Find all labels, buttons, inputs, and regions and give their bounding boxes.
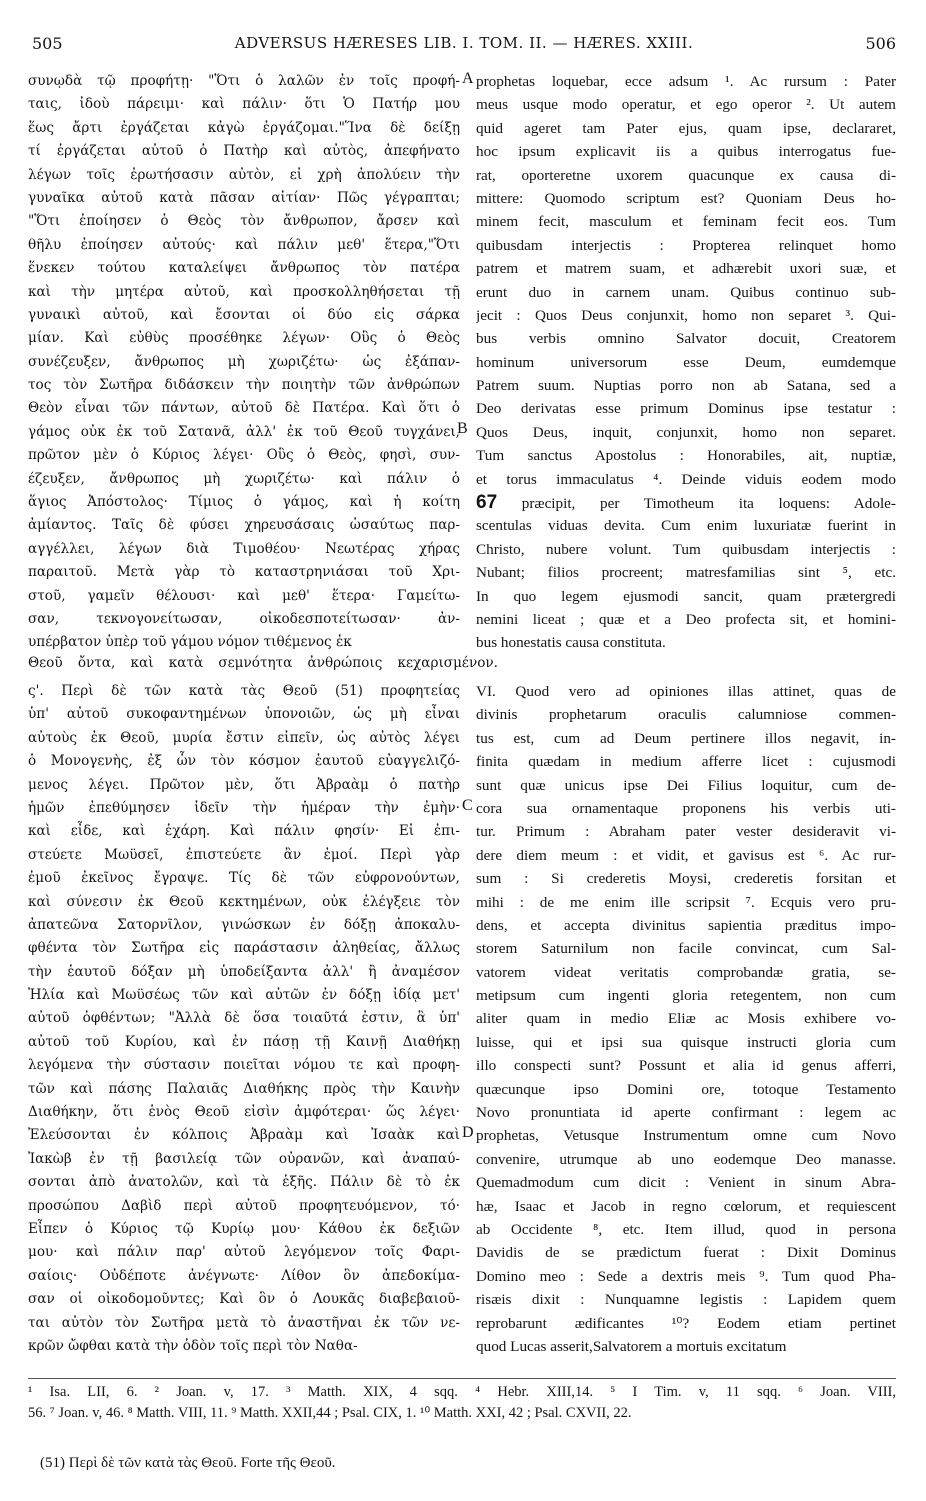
text-line: finita quædam in medium afferre licet : cujusmodi xyxy=(476,753,896,771)
greek-full-width-line: Θεοῦ ὄντα, καὶ κατὰ σεμνότητα ἀνθρώποις κεχαρισμένον. xyxy=(28,655,498,671)
text-line: ἀμίαντος. Ταῖς δὲ φύσει χηρευσάσαις ὡσαύτως παρ- xyxy=(28,517,460,534)
text-line: tus est, cum ad Deum pertinere illos negavit, in- xyxy=(476,729,896,747)
text-line: αὐτοῦ ὀφθέντων; "Ἀλλὰ δὲ ὅσα τοιαῦτά ἐστιν, ἃ ὑπ' xyxy=(28,1010,460,1027)
text-line: υπέρβατον ὑπὲρ τοῦ γάμου νόμον τιθέμενος ἐκ xyxy=(28,634,352,651)
column-marker-67: 67 xyxy=(476,492,498,514)
text-line: στεύετε Μωϋσεῖ, ἐπιστεύετε ἂν ἐμοί. Περὶ γὰρ xyxy=(28,846,460,863)
text-line: rat, oporteretne uxorem quacunque ex causa di- xyxy=(476,166,896,184)
text-line: Domino meo : Sede a dextris meis ⁹. Tum quod Pha- xyxy=(476,1267,896,1285)
text-line: τὴν ἑαυτοῦ δόξαν μὴ ὑποδείξαντα ἀλλ' ἢ ἀναμέσον xyxy=(28,963,460,980)
text-line xyxy=(476,491,896,514)
text-line: ἡμῶν ἐπεθύμησεν ἰδεῖν τὴν ἡμέραν τὴν ἐμὴν· xyxy=(28,799,460,816)
text-line: Davidis de se prædictum fuerat : Dixit Dominus xyxy=(476,1244,896,1262)
text-line: ταις, ἰδοὺ πάρειμι· καὶ πάλιν· ὅτι Ὁ Πατήρ μου xyxy=(28,96,460,113)
text-line: jecit : Quos Deus conjunxit, homo non separet ³. Qui- xyxy=(476,306,896,324)
text-line: γυναικὶ αὐτοῦ, καὶ ἔσονται οἱ δύο εἰς σάρκα xyxy=(28,306,460,323)
text-line: quibusdam interjectis : Propterea relinquet homo xyxy=(476,236,896,254)
text-line: patrem et matrem suam, et adhærebit uxori suæ, et xyxy=(476,260,896,278)
text-line: φθέντα τὸν Σωτῆρα εἰς παράστασιν ἀληθείας, ἄλλως xyxy=(28,940,460,957)
text-line: aliter quam in medio Eliæ ac Mosis exhibere vo- xyxy=(476,1010,896,1028)
text-line: καὶ σύνεσιν ἐκ Θεοῦ κεκτημένων, οὐκ ἐλέγξειε τὸν xyxy=(28,893,460,910)
text-line: storem Saturnilum non facile convincat, cum Sal- xyxy=(476,940,896,958)
latin-column-upper xyxy=(476,70,896,655)
text-line: σαν οἱ οἰκοδομοῦντες; Καὶ ὃν ὁ Λουκᾶς διαβεβαιοῦ- xyxy=(28,1291,460,1308)
page-number-right: 506 xyxy=(865,34,896,53)
text-line: σονται ἀπὸ ἀνατολῶν, καὶ τὰ ἑξῆς. Πάλιν δὲ τὸ ἐκ xyxy=(28,1174,460,1191)
text-line: scentulas viduas devita. Cum enim luxuriatæ fuerint in xyxy=(476,517,896,535)
footnote-rule xyxy=(28,1378,896,1379)
text-line: προσώπου Δαβὶδ περὶ αὐτοῦ προφητευόμενον, τό· xyxy=(28,1197,460,1214)
text-line: μενος λέγει. Πρῶτον μὲν, ὅτι Ἀβραὰμ ὁ πατὴρ xyxy=(28,776,460,793)
text-line: Tum sanctus Apostolus : Honorabiles, ait, nuptiæ, xyxy=(476,447,896,465)
text-line: illo conspecti sunt? Possunt et alia id genus afferri, xyxy=(476,1057,896,1075)
margin-letter-d: D xyxy=(462,1124,474,1141)
text-line: ἕνεκεν τούτου καταλείψει ἄνθρωπος τὸν πατέρα xyxy=(28,260,460,277)
text-line: έζευξεν, ἄνθρωπος μὴ χωριζέτω· καὶ πάλιν ὁ xyxy=(28,470,460,487)
text-line: παραιτοῦ. Μετὰ γὰρ τὸ καταστρηνιάσαι τοῦ Χρι- xyxy=(28,564,460,581)
text-line: μίαν. Καὶ εὐθὺς προσέθηκε λέγων· Οὓς ὁ Θεὸς xyxy=(28,330,460,347)
text-line: dens, et accepta divinitus sapientia præditus impo- xyxy=(476,916,896,934)
text-line: sum : Si crederetis Moysi, crederetis forsitan et xyxy=(476,870,896,888)
margin-letter-c: C xyxy=(462,797,473,814)
text-line: Deo derivatas esse primum Dominus ipse testatur : xyxy=(476,400,896,418)
text-line: τί ἐργάζεται αὐτοῦ ὁ Πατὴρ καὶ αὐτὸς, ἀπεφήνατο xyxy=(28,143,460,160)
latin-column-lower xyxy=(476,680,896,1358)
text-line: metipsum cum ingenti gloria retegentem, non cum xyxy=(476,987,896,1005)
text-line: ς'. Περὶ δὲ τῶν κατὰ τὰς Θεοῦ (51) προφητείας xyxy=(28,683,460,699)
text-line: meus usque modo operatur, et ego operor ². Ut autem xyxy=(476,96,896,114)
footnotes-line-1: ¹ Isa. LII, 6. ² Joan. v, 17. ³ Matth. XIX, 4 sqq. ⁴ Hebr. XIII,14. ⁵ I Tim. v, 11 sqq. ⁶ Joan. VIII, xyxy=(28,1384,896,1400)
text-line: convenire, utrumque ab uno eodemque Deo manasse. xyxy=(476,1150,896,1168)
text-line: bus verbis omnino Salvator docuit, Creatorem xyxy=(476,330,896,348)
text-line: luisse, qui et ipsi sua quisque instructi gloria cum xyxy=(476,1033,896,1051)
text-line: κρῶν ὤφθαι κατὰ τὴν ὁδὸν τοῖς περὶ τὸν Ναθα- xyxy=(28,1337,358,1354)
text-line: λέγων τοῖς ἐρωτήσασιν αὐτὸν, εἰ χρὴ ἀπολύειν τὴν xyxy=(28,166,460,183)
editorial-note: (51) Περὶ δὲ τῶν κατὰ τὰς Θεοῦ. Forte τῆς Θεοῦ. xyxy=(40,1455,336,1471)
text-line: dere diem meum : et vidit, et gavisus est ⁶. Ac rur- xyxy=(476,846,896,864)
text-line: μου· καὶ πάλιν παρ' αὐτοῦ λεγόμενον τοῖς Φαρι- xyxy=(28,1244,460,1261)
text-line: Διαθήκην, ὅτι ἑνὸς Θεοῦ εἰσὶν ἀμφότεραι· ὥς λέγει· xyxy=(28,1104,460,1121)
text-line: bus honestatis causa constituta. xyxy=(476,634,666,652)
text-line: σαίοις· Οὐδέποτε ἀνέγνωτε· Λίθον ὃν ἀπεδοκίμα- xyxy=(28,1267,460,1284)
text-line: Εἶπεν ὁ Κύριος τῷ Κυρίῳ μου· Κάθου ἐκ δεξιῶν xyxy=(28,1220,460,1237)
text-line: risæis dixit : Nunquamne legistis : Lapidem quem xyxy=(476,1291,896,1309)
text-line: mihi : de me enim ille scripsit ⁷. Ecquis vero pru- xyxy=(476,893,896,911)
text-line: Ἠλία καὶ Μωϋσέως τῶν καὶ αὐτῶν ἐν δόξῃ ἰδίᾳ μετ' xyxy=(28,987,460,1004)
text-line: Quos Deus, inquit, conjunxit, homo non separet. xyxy=(476,423,896,441)
text-line: αὐτοῦ τοῦ Κυρίου, καὶ ἐν πάσῃ τῇ Καινῇ Διαθήκῃ xyxy=(28,1033,460,1050)
text-line: τος τὸν Σωτῆρα διδάσκειν τὴν ποιητὴν τῶν ἀνθρώπων xyxy=(28,377,460,394)
text-line: αγγέλλει, λέγων διὰ Τιμοθέου· Νεωτέρας χήρας xyxy=(28,540,460,557)
text-line: καὶ τὴν μητέρα αὐτοῦ, καὶ προσκολληθήσεται τῇ xyxy=(28,283,460,300)
text-line: sunt quæ unicus ipse Dei Filius loquitur, cum de- xyxy=(476,776,896,794)
text-line-content: præcipit, per Timotheum ita loquens: Adole- xyxy=(521,495,896,513)
text-line: θῆλυ ἐποίησεν αὐτούς· καὶ πάλιν μεθ' ἕτερα,"Ὅτι xyxy=(28,236,460,253)
text-line: Θεὸν εἶναι τῶν πάντων, αὐτοῦ δὲ Πατέρα. Καὶ ὅτι ὁ xyxy=(28,400,460,417)
text-line: divinis prophetarum oraculis calumniose commen- xyxy=(476,706,896,724)
text-line: erunt duo in carnem unam. Quibus continuo sub- xyxy=(476,283,896,301)
text-line: Quemadmodum cum dicit : Venient in sinum Abra- xyxy=(476,1174,896,1192)
text-line: τῶν καὶ πάσης Παλαιᾶς Διαθήκης πρὸς τὴν Καινὴν xyxy=(28,1080,460,1097)
text-line: nemini liceat ; quæ et a Deo profecta sit, et homini- xyxy=(476,610,896,628)
text-line: καὶ εἶδε, καὶ ἐχάρη. Καὶ πάλιν φησίν· Εἰ ἐπι- xyxy=(28,823,460,840)
text-line: ἅγιος Ἀπόστολος· Τίμιος ὁ γάμος, καὶ ἡ κοίτη xyxy=(28,494,460,511)
text-line: γάμος οὐκ ἐκ τοῦ Σατανᾶ, ἀλλ' ἐκ τοῦ Θεοῦ τυγχάνει, xyxy=(28,423,460,440)
text-line: Nubant; filios procreent; matresfamilias sint ⁵, etc. xyxy=(476,564,896,582)
text-line: vatorem videat veritatis comprobandæ gratia, se- xyxy=(476,963,896,981)
text-line: hoc ipsum explicavit iis a quibus interrogatus fue- xyxy=(476,143,896,161)
text-line: In quo legem ejusmodi sancit, quam prætergredi xyxy=(476,587,896,605)
text-line: Ἰακὼβ ἐν τῇ βασιλείᾳ τῶν οὐρανῶν, καὶ ἀναπαύ- xyxy=(28,1150,460,1167)
text-line: ἐμοῦ ἐκεῖνος ἔγραψε. Τίς δὲ τῶν εὐφρονούντων, xyxy=(28,870,460,887)
text-line: σαν, τεκνογονείτωσαν, οἰκοδεσποτείτωσαν· ἀν- xyxy=(28,610,460,627)
text-line: Novo pronuntiata id aperte confirmant : legem ac xyxy=(476,1104,896,1122)
text-line: et torus immaculatus ⁴. Deinde viduis eodem modo xyxy=(476,470,896,488)
text-line: mittere: Quomodo scriptum est? Quoniam Deus ho- xyxy=(476,189,896,207)
page-header xyxy=(32,34,896,58)
text-line: πρῶτον μὲν ὁ Κύριος λέγει· Οὓς ὁ Θεὸς, φησὶ, συν- xyxy=(28,447,460,464)
text-line: ἀπατεῶνα Σατορνῖλον, γινώσκων ἐν δόξῃ ἀποκαλυ- xyxy=(28,916,460,933)
text-line: γυναῖκα αὐτοῦ κατὰ πᾶσαν αἰτίαν· Πῶς γέγραπται; xyxy=(28,189,460,206)
text-line: quod Lucas asserit,Salvatorem a mortuis excitatum xyxy=(476,1337,787,1355)
greek-column-upper xyxy=(28,70,460,655)
text-line: quid ageret tam Pater ejus, quam ipse, declararet, xyxy=(476,119,896,137)
text-line: prophetas, Vetusque Instrumentum omne cum Novo xyxy=(476,1127,896,1145)
text-line: ται αὐτὸν τὸν Σωτῆρα μετὰ τὸ ἀναστῆναι ἐκ τῶν νε- xyxy=(28,1314,460,1331)
text-line: συνῳδὰ τῷ προφήτῃ· "Ὅτι ὁ λαλῶν ἐν τοῖς προφή- xyxy=(28,73,460,89)
page-number-left: 505 xyxy=(32,34,63,53)
text-line: cora sua ornamentaque proponens his verbis uti- xyxy=(476,799,896,817)
text-line: hominum universorum esse Deum, eumdemque xyxy=(476,353,896,371)
greek-column-lower xyxy=(28,680,460,1358)
text-line: Christo, nubere volunt. Tum quibusdam interjectis : xyxy=(476,540,896,558)
text-line: Patrem suum. Nuptias porro non ab Satana, sed a xyxy=(476,377,896,395)
text-line: στοῦ, γαμεῖν θέλουσι· καὶ μεθ' ἕτερα· Γαμείτω- xyxy=(28,587,460,604)
footnotes-line-2: 56. ⁷ Joan. v, 46. ⁸ Matth. VIII, 11. ⁹ Matth. XXII,44 ; Psal. CIX, 1. ¹⁰ Matth. XXI, 42 ; Psal. CXVII, 22. xyxy=(28,1405,632,1421)
text-line: αὐτοὺς ἐκ Θεοῦ, μυρία ἔστιν εἰπεῖν, ὡς αὐτὸς λέγει xyxy=(28,729,460,746)
text-line: VI. Quod vero ad opiniones illas attinet, quas de xyxy=(476,683,896,700)
text-line: prophetas loquebar, ecce adsum ¹. Ac rursum : Pater xyxy=(476,73,896,90)
text-line: "Ὅτι ἐποίησεν ὁ Θεὸς τὸν ἄνθρωπον, ἄρσεν καὶ xyxy=(28,213,460,230)
margin-letter-b: B xyxy=(457,420,468,437)
running-title: ADVERSUS HÆRESES LIB. I. TOM. II. — HÆRES. XXIII. xyxy=(234,34,694,52)
text-line: ὑπ' αὐτοῦ συκοφαντημένων ὑπονοιῶν, ὡς μὴ εἶναι xyxy=(28,706,460,723)
text-line: quæcunque ipso Domini ore, totoque Testamento xyxy=(476,1080,896,1098)
text-line: hæ, Isaac et Jacob in regno cœlorum, et requiescent xyxy=(476,1197,896,1215)
text-line: λεγόμενα τὴν σύστασιν ποιεῖται νόμου τε καὶ προφη- xyxy=(28,1057,460,1074)
text-line: tur. Primum : Abraham pater vester desideravit vi- xyxy=(476,823,896,841)
text-line: συνέζευξεν, ἄνθρωπος μὴ χωριζέτω· ὡς ἐξάπαν- xyxy=(28,353,460,370)
text-line: minem fecit, masculum et feminam fecit eos. Tum xyxy=(476,213,896,231)
text-line: ab Occidente ⁸, etc. Item illud, quod in persona xyxy=(476,1220,896,1238)
text-line: Ἐλεύσονται ἐν κόλποις Ἀβραὰμ καὶ Ἰσαὰκ καὶ xyxy=(28,1127,460,1144)
text-line: ἕως ἄρτι ἐργάζεται κἀγὼ ἐργάζομαι."Ἵνα δὲ δείξῃ xyxy=(28,119,460,136)
margin-letter-a: A xyxy=(462,70,474,87)
text-line: ὁ Μονογενὴς, ἐξ ὧν τὸν κόσμον ἑαυτοῦ εὐαγγελιζό- xyxy=(28,753,460,770)
text-line: reprobarunt ædificantes ¹⁰? Eodem etiam pertinet xyxy=(476,1314,896,1332)
